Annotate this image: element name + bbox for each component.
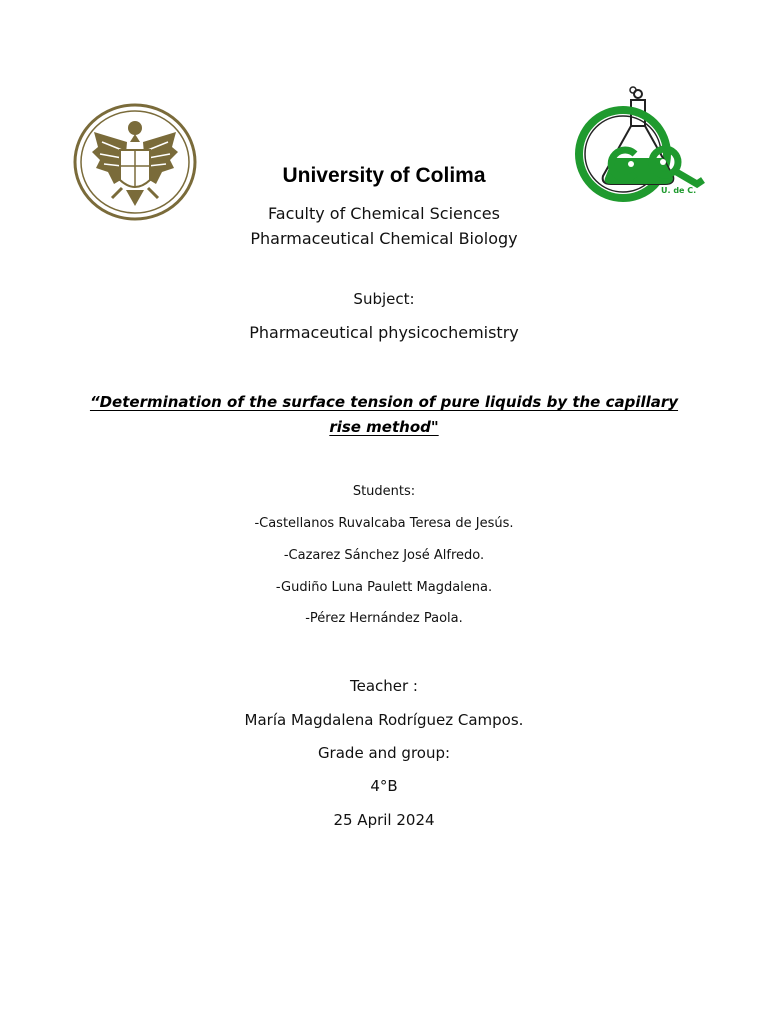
student-name: -Castellanos Ruvalcaba Teresa de Jesús. [254, 516, 514, 531]
teacher-name: María Magdalena Rodríguez Campos. [244, 711, 524, 729]
university-name: University of Colima [282, 164, 486, 187]
teacher-label: Teacher : [349, 677, 418, 695]
student-name: -Gudiño Luna Paulett Magdalena. [275, 580, 493, 595]
subject-label: Subject: [353, 290, 415, 308]
student-name: -Cazarez Sánchez José Alfredo. [283, 548, 485, 563]
report-date: 25 April 2024 [333, 811, 435, 829]
report-title-line-2: rise method" [329, 418, 439, 436]
subject-name: Pharmaceutical physicochemistry [249, 323, 519, 342]
program-name: Pharmaceutical Chemical Biology [250, 229, 518, 248]
grade-value: 4°B [370, 777, 398, 795]
grade-label: Grade and group: [317, 744, 451, 762]
students-label: Students: [352, 484, 416, 499]
faculty-name: Faculty of Chemical Sciences [268, 204, 500, 223]
emblem-text: U. de C. [661, 186, 697, 195]
student-name: -Pérez Hernández Paola. [305, 611, 463, 626]
report-title-line-1: “Determination of the surface tension of pure liquids by the capillary [89, 393, 679, 411]
